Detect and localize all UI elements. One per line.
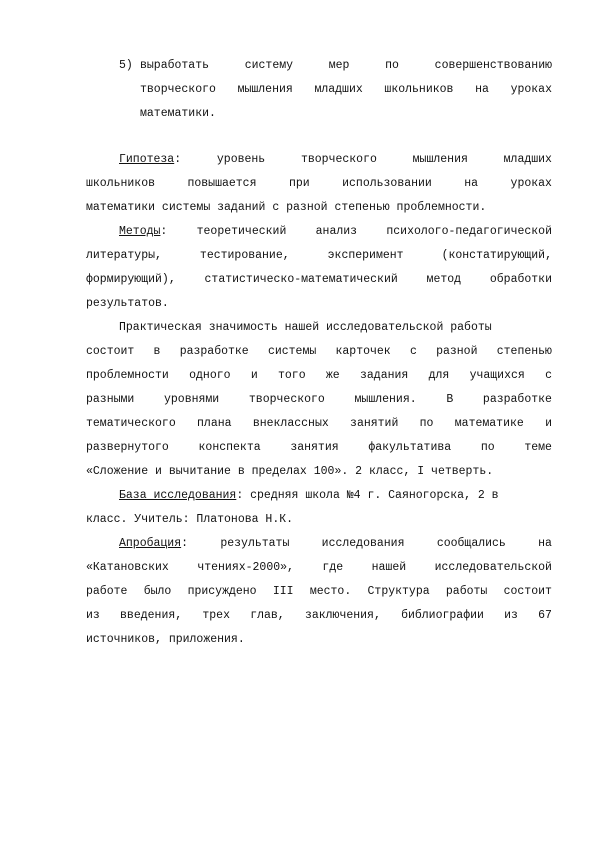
hypothesis-line-3: математики системы заданий с разной степенью проблемности.: [86, 201, 487, 214]
word: глав,: [250, 609, 285, 622]
word: выработать: [140, 59, 210, 72]
word: творческого: [248, 393, 325, 406]
word: библиографии: [401, 609, 484, 622]
word: где: [322, 561, 344, 574]
word: в: [153, 345, 161, 358]
word: присуждено: [187, 585, 257, 598]
word: школьников: [384, 83, 454, 96]
word: тестирование,: [199, 249, 290, 262]
word: Структура: [367, 585, 430, 598]
methods-word: анализ: [315, 225, 358, 238]
base-line-2: класс. Учитель: Платонова Н.К.: [86, 513, 294, 526]
approbation-word: на: [538, 537, 552, 550]
word: III: [272, 585, 294, 598]
methods-colon: :: [160, 225, 168, 238]
word: на: [475, 83, 489, 96]
word: нашей: [371, 561, 407, 574]
word: было: [143, 585, 172, 598]
word: проблемности: [86, 369, 169, 382]
word: занятий: [350, 417, 399, 430]
word: и: [250, 369, 258, 382]
approbation-word: сообщались: [436, 537, 506, 550]
word: литературы,: [86, 249, 162, 262]
word: разработке: [482, 393, 552, 406]
word: теме: [524, 441, 552, 454]
word: по: [419, 417, 434, 430]
base-text: : средняя школа №4 г. Саяногорска, 2 в: [236, 489, 499, 502]
significance-line-2: [86, 345, 552, 359]
word: мышления.: [354, 393, 417, 406]
word: место.: [309, 585, 352, 598]
hypothesis-colon: :: [174, 153, 182, 166]
word: метод: [426, 273, 462, 286]
word: совершенствованию: [434, 59, 552, 72]
significance-line-7: «Сложение и вычитание в пределах 100». 2 класс, I четверть.: [86, 465, 494, 478]
base-label: База исследования: [119, 489, 237, 502]
word: мышления: [237, 83, 293, 96]
methods-word: теоретический: [196, 225, 287, 238]
word: (констатирующий,: [441, 249, 552, 262]
word: уроках: [510, 83, 552, 96]
item5-line-3: математики.: [140, 107, 216, 120]
approbation-line-2: [86, 561, 552, 575]
word: же: [325, 369, 340, 382]
word: введения,: [120, 609, 183, 622]
hypothesis-word: уровень: [216, 153, 266, 166]
word: «Катановских: [86, 561, 169, 574]
word: работе: [86, 585, 128, 598]
word: того: [278, 369, 306, 382]
word: системы: [267, 345, 317, 358]
word: мер: [328, 59, 350, 72]
word: В: [446, 393, 454, 406]
word: статистическо-математический: [204, 273, 398, 286]
word: состоит: [503, 585, 552, 598]
word: с: [545, 369, 552, 382]
word: одного: [189, 369, 231, 382]
word: разными: [86, 393, 135, 406]
word: младших: [314, 83, 363, 96]
word: разной: [436, 345, 478, 358]
word: занятия: [290, 441, 339, 454]
list-number: 5): [119, 59, 133, 72]
word: из: [504, 609, 518, 622]
word: с: [409, 345, 417, 358]
methods-line-4: результатов.: [86, 297, 169, 310]
approbation-line-5: источников, приложения.: [86, 633, 245, 646]
word: плана: [197, 417, 232, 430]
word: из: [86, 609, 100, 622]
significance-line-4: [86, 393, 552, 407]
hypothesis-word: творческого: [300, 153, 377, 166]
word: и: [545, 417, 552, 430]
word: степенью: [496, 345, 552, 358]
word: математике: [454, 417, 524, 430]
word: для: [428, 369, 450, 382]
word: обработки: [489, 273, 552, 286]
word: чтениях-2000»,: [197, 561, 294, 574]
methods-line-1: [119, 225, 552, 239]
word: уроках: [510, 177, 552, 190]
approbation-label: Апробация: [119, 537, 182, 550]
word: работы: [445, 585, 488, 598]
word: учащихся: [469, 369, 525, 382]
approbation-word: результаты: [220, 537, 290, 550]
item5-line-1: [140, 59, 552, 73]
word: по: [385, 59, 399, 72]
word: разработке: [179, 345, 249, 358]
word: заключения,: [304, 609, 381, 622]
word: творческого: [140, 83, 216, 96]
significance-line-5: [86, 417, 552, 431]
word: систему: [244, 59, 294, 72]
word: факультатива: [368, 441, 452, 454]
hypothesis-word: мышления: [412, 153, 468, 166]
word: использовании: [342, 177, 432, 190]
methods-line-2: [86, 249, 552, 263]
approbation-word: исследования: [321, 537, 405, 550]
word: развернутого: [86, 441, 169, 454]
base-line-1: [119, 489, 499, 503]
word: конспекта: [198, 441, 261, 454]
word: школьников: [86, 177, 156, 190]
approbation-line-1: [119, 537, 552, 551]
approbation-colon: :: [181, 537, 189, 550]
methods-label: Методы: [119, 225, 161, 238]
hypothesis-word: младших: [503, 153, 552, 166]
word: внеклассных: [252, 417, 329, 430]
word: эксперимент: [327, 249, 404, 262]
word: состоит: [86, 345, 135, 358]
significance-line-6: [86, 441, 552, 455]
word: повышается: [187, 177, 257, 190]
methods-word: психолого-педагогической: [386, 225, 552, 238]
hypothesis-line-1: [119, 153, 552, 167]
word: трех: [202, 609, 230, 622]
word: на: [464, 177, 479, 190]
word: уровнями: [164, 393, 220, 406]
methods-line-3: [86, 273, 552, 287]
word: карточек: [335, 345, 391, 358]
hypothesis-line-2: [86, 177, 552, 191]
word: 67: [538, 609, 552, 622]
significance-line-3: [86, 369, 552, 383]
word: по: [480, 441, 495, 454]
word: задания: [359, 369, 409, 382]
word: тематического: [86, 417, 176, 430]
approbation-line-3: [86, 585, 552, 599]
hypothesis-label: Гипотеза: [119, 153, 175, 166]
item5-line-2: [140, 83, 552, 97]
approbation-line-4: [86, 609, 552, 623]
word: исследовательской: [434, 561, 552, 574]
word: формирующий),: [86, 273, 176, 286]
significance-line-1: Практическая значимость нашей исследовательской работы: [119, 321, 492, 334]
word: при: [288, 177, 310, 190]
